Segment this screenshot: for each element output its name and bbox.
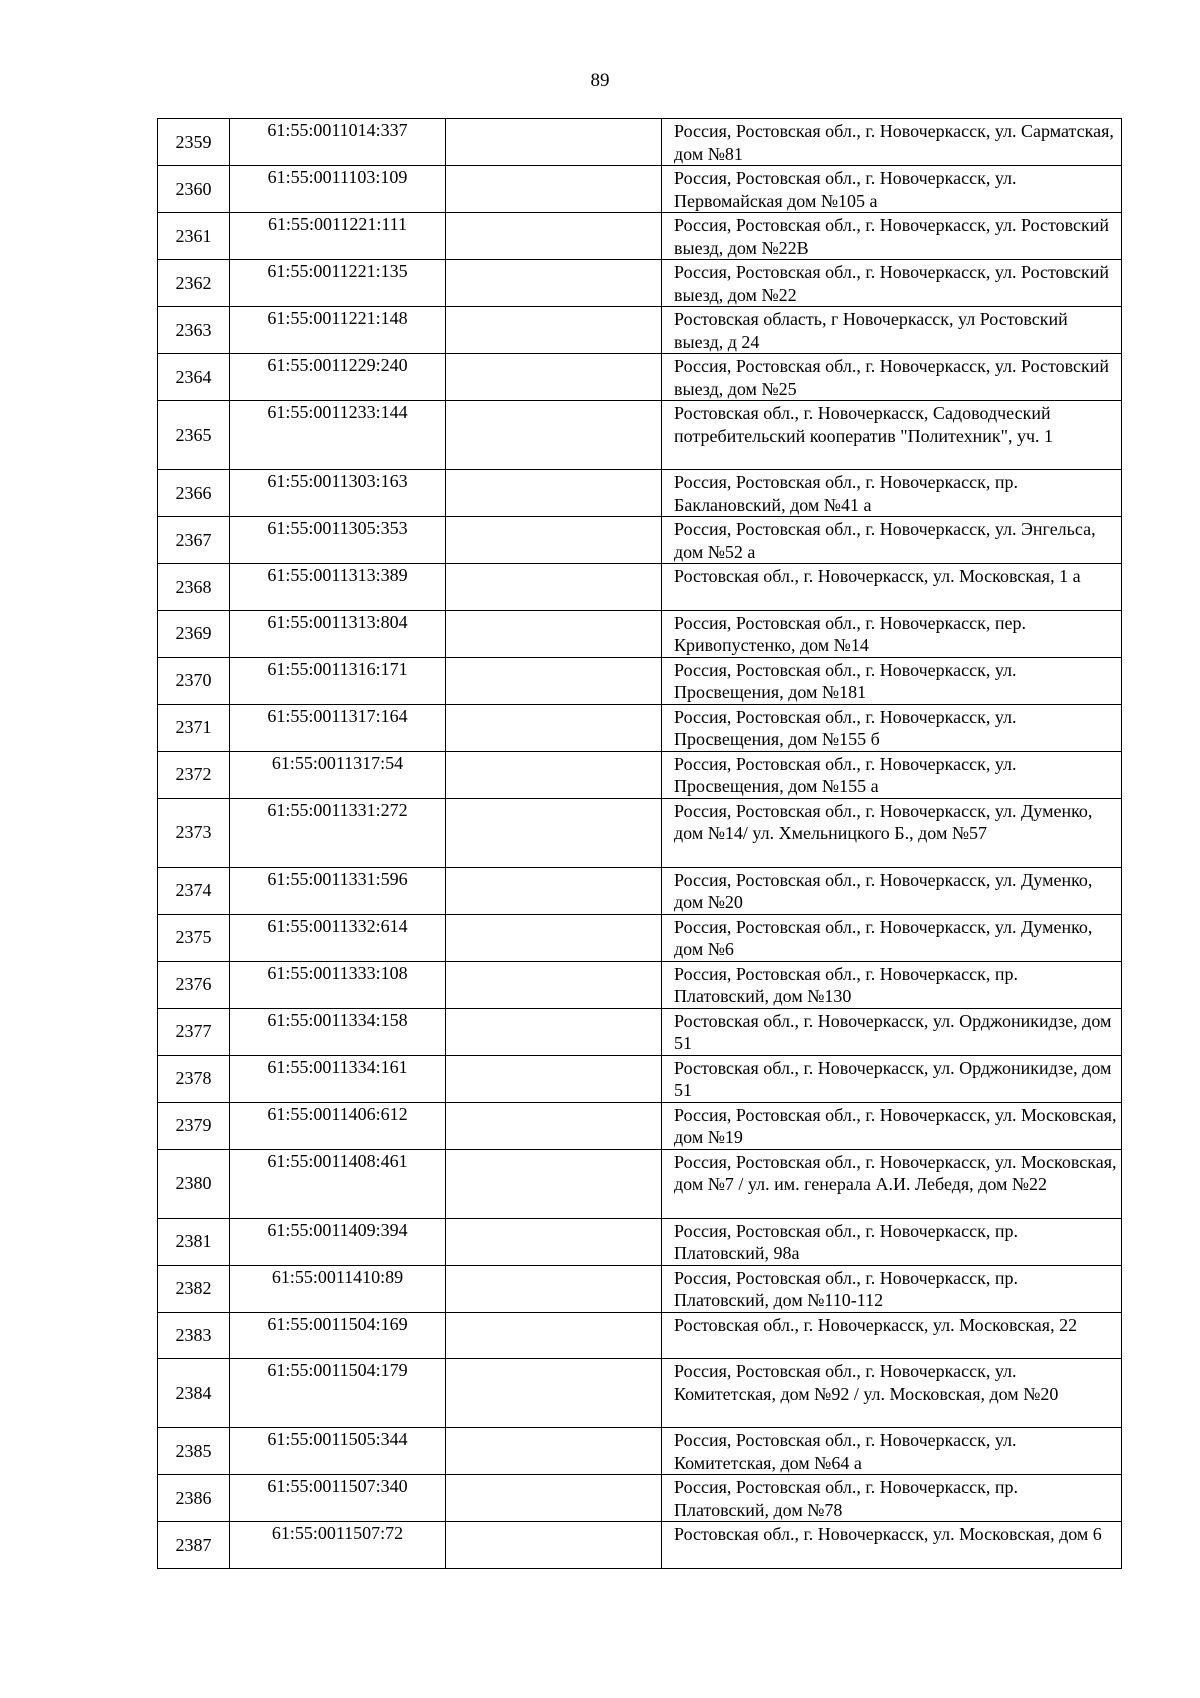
address: Россия, Ростовская обл., г. Новочеркасск, ул. Думенко, дом №6 [662, 914, 1122, 961]
address: Ростовская область, г Новочеркасск, ул Ростовский выезд, д 24 [662, 307, 1122, 354]
table-row [158, 166, 1122, 213]
row-number: 2363 [158, 307, 230, 354]
empty-cell [446, 961, 662, 1008]
table-row [158, 1055, 1122, 1102]
table-row [158, 1428, 1122, 1475]
cadastral-number: 61:55:0011507:72 [230, 1522, 446, 1569]
address: Ростовская обл., г. Новочеркасск, ул. Московская, дом 6 [662, 1522, 1122, 1569]
table-row [158, 1149, 1122, 1218]
cadastral-number: 61:55:0011505:344 [230, 1428, 446, 1475]
table-row [158, 704, 1122, 751]
empty-cell [446, 1102, 662, 1149]
row-number: 2380 [158, 1149, 230, 1218]
row-number: 2362 [158, 260, 230, 307]
cadastral-number: 61:55:0011316:171 [230, 657, 446, 704]
table-row [158, 517, 1122, 564]
cadastral-number: 61:55:0011313:804 [230, 610, 446, 657]
empty-cell [446, 470, 662, 517]
cadastral-number: 61:55:0011317:54 [230, 751, 446, 798]
empty-cell [446, 657, 662, 704]
address: Россия, Ростовская обл., г. Новочеркасск, ул. Ростовский выезд, дом №25 [662, 354, 1122, 401]
row-number: 2360 [158, 166, 230, 213]
table-row [158, 1008, 1122, 1055]
address: Россия, Ростовская обл., г. Новочеркасск, пр. Баклановский, дом №41 а [662, 470, 1122, 517]
row-number: 2386 [158, 1475, 230, 1522]
empty-cell [446, 1359, 662, 1428]
address: Россия, Ростовская обл., г. Новочеркасск, ул. Первомайская дом №105 а [662, 166, 1122, 213]
table-row [158, 1102, 1122, 1149]
cadastral-number: 61:55:0011233:144 [230, 401, 446, 470]
empty-cell [446, 564, 662, 611]
address: Россия, Ростовская обл., г. Новочеркасск, ул. Ростовский выезд, дом №22 [662, 260, 1122, 307]
row-number: 2366 [158, 470, 230, 517]
empty-cell [446, 914, 662, 961]
cadastral-number: 61:55:0011409:394 [230, 1218, 446, 1265]
row-number: 2367 [158, 517, 230, 564]
row-number: 2384 [158, 1359, 230, 1428]
table-body [158, 119, 1122, 1569]
empty-cell [446, 1008, 662, 1055]
row-number: 2369 [158, 610, 230, 657]
address: Ростовская обл., г. Новочеркасск, ул. Московская, 22 [662, 1312, 1122, 1359]
cadastral-number: 61:55:0011334:161 [230, 1055, 446, 1102]
empty-cell [446, 1522, 662, 1569]
cadastral-number: 61:55:0011504:169 [230, 1312, 446, 1359]
empty-cell [446, 213, 662, 260]
address: Ростовская обл., г. Новочеркасск, ул. Орджоникидзе, дом 51 [662, 1008, 1122, 1055]
empty-cell [446, 1055, 662, 1102]
page-number: 89 [590, 70, 610, 91]
cadastral-number: 61:55:0011334:158 [230, 1008, 446, 1055]
cadastral-number: 61:55:0011331:272 [230, 798, 446, 867]
cadastral-number: 61:55:0011103:109 [230, 166, 446, 213]
row-number: 2379 [158, 1102, 230, 1149]
address: Россия, Ростовская обл., г. Новочеркасск, ул. Московская, дом №7 / ул. им. генерала А.И. Лебедя, дом №22 [662, 1149, 1122, 1218]
empty-cell [446, 1428, 662, 1475]
table-row [158, 961, 1122, 1008]
cadastral-number: 61:55:0011504:179 [230, 1359, 446, 1428]
cadastral-number: 61:55:0011331:596 [230, 867, 446, 914]
row-number: 2359 [158, 119, 230, 166]
cadastral-number: 61:55:0011317:164 [230, 704, 446, 751]
row-number: 2375 [158, 914, 230, 961]
cadastral-number: 61:55:0011408:461 [230, 1149, 446, 1218]
row-number: 2361 [158, 213, 230, 260]
row-number: 2371 [158, 704, 230, 751]
table-row [158, 564, 1122, 611]
cadastral-number: 61:55:0011333:108 [230, 961, 446, 1008]
table-row [158, 1218, 1122, 1265]
table-row [158, 1312, 1122, 1359]
table-row [158, 751, 1122, 798]
table-row [158, 213, 1122, 260]
row-number: 2373 [158, 798, 230, 867]
address: Россия, Ростовская обл., г. Новочеркасск, ул. Просвещения, дом №155 б [662, 704, 1122, 751]
cadastral-number: 61:55:0011410:89 [230, 1265, 446, 1312]
empty-cell [446, 1265, 662, 1312]
empty-cell [446, 354, 662, 401]
cadastral-number: 61:55:0011406:612 [230, 1102, 446, 1149]
address: Россия, Ростовская обл., г. Новочеркасск, пр. Платовский, дом №110-112 [662, 1265, 1122, 1312]
row-number: 2370 [158, 657, 230, 704]
address: Россия, Ростовская обл., г. Новочеркасск, ул. Ростовский выезд, дом №22В [662, 213, 1122, 260]
empty-cell [446, 751, 662, 798]
empty-cell [446, 867, 662, 914]
table-row [158, 119, 1122, 166]
row-number: 2382 [158, 1265, 230, 1312]
row-number: 2372 [158, 751, 230, 798]
cadastral-number: 61:55:0011303:163 [230, 470, 446, 517]
empty-cell [446, 610, 662, 657]
empty-cell [446, 401, 662, 470]
address: Россия, Ростовская обл., г. Новочеркасск, ул. Комитетская, дом №64 а [662, 1428, 1122, 1475]
address: Россия, Ростовская обл., г. Новочеркасск, ул. Сарматская, дом №81 [662, 119, 1122, 166]
cadastral-number: 61:55:0011229:240 [230, 354, 446, 401]
table-row [158, 610, 1122, 657]
address: Россия, Ростовская обл., г. Новочеркасск, пер. Кривопустенко, дом №14 [662, 610, 1122, 657]
address: Ростовская обл., г. Новочеркасск, Садоводческий потребительский кооператив "Политехник", уч. 1 [662, 401, 1122, 470]
table-row [158, 914, 1122, 961]
row-number: 2385 [158, 1428, 230, 1475]
address: Россия, Ростовская обл., г. Новочеркасск, ул. Комитетская, дом №92 / ул. Московская, дом №20 [662, 1359, 1122, 1428]
table-row [158, 307, 1122, 354]
empty-cell [446, 517, 662, 564]
address: Ростовская обл., г. Новочеркасск, ул. Орджоникидзе, дом 51 [662, 1055, 1122, 1102]
cadastral-number: 61:55:0011221:111 [230, 213, 446, 260]
address: Россия, Ростовская обл., г. Новочеркасск, ул. Просвещения, дом №181 [662, 657, 1122, 704]
table-row [158, 1359, 1122, 1428]
cadastral-number: 61:55:0011014:337 [230, 119, 446, 166]
address: Россия, Ростовская обл., г. Новочеркасск, пр. Платовский, дом №78 [662, 1475, 1122, 1522]
empty-cell [446, 704, 662, 751]
address: Россия, Ростовская обл., г. Новочеркасск, пр. Платовский, дом №130 [662, 961, 1122, 1008]
row-number: 2378 [158, 1055, 230, 1102]
row-number: 2368 [158, 564, 230, 611]
table-row [158, 401, 1122, 470]
table-row [158, 867, 1122, 914]
cadastral-number: 61:55:0011305:353 [230, 517, 446, 564]
land-registry-table [157, 118, 1122, 1569]
empty-cell [446, 166, 662, 213]
row-number: 2381 [158, 1218, 230, 1265]
table-row [158, 1522, 1122, 1569]
table-row [158, 657, 1122, 704]
empty-cell [446, 307, 662, 354]
address: Ростовская обл., г. Новочеркасск, ул. Московская, 1 а [662, 564, 1122, 611]
row-number: 2364 [158, 354, 230, 401]
empty-cell [446, 1312, 662, 1359]
row-number: 2376 [158, 961, 230, 1008]
address: Россия, Ростовская обл., г. Новочеркасск, ул. Думенко, дом №20 [662, 867, 1122, 914]
cadastral-number: 61:55:0011221:135 [230, 260, 446, 307]
row-number: 2383 [158, 1312, 230, 1359]
empty-cell [446, 1475, 662, 1522]
table-row [158, 260, 1122, 307]
row-number: 2374 [158, 867, 230, 914]
empty-cell [446, 260, 662, 307]
row-number: 2387 [158, 1522, 230, 1569]
row-number: 2365 [158, 401, 230, 470]
cadastral-number: 61:55:0011221:148 [230, 307, 446, 354]
row-number: 2377 [158, 1008, 230, 1055]
empty-cell [446, 1218, 662, 1265]
table-row [158, 1475, 1122, 1522]
address: Россия, Ростовская обл., г. Новочеркасск, пр. Платовский, 98а [662, 1218, 1122, 1265]
address: Россия, Ростовская обл., г. Новочеркасск, ул. Энгельса, дом №52 а [662, 517, 1122, 564]
address: Россия, Ростовская обл., г. Новочеркасск, ул. Московская, дом №19 [662, 1102, 1122, 1149]
empty-cell [446, 119, 662, 166]
table-row [158, 798, 1122, 867]
cadastral-number: 61:55:0011507:340 [230, 1475, 446, 1522]
empty-cell [446, 798, 662, 867]
cadastral-number: 61:55:0011313:389 [230, 564, 446, 611]
empty-cell [446, 1149, 662, 1218]
address: Россия, Ростовская обл., г. Новочеркасск, ул. Думенко, дом №14/ ул. Хмельницкого Б., дом №57 [662, 798, 1122, 867]
address: Россия, Ростовская обл., г. Новочеркасск, ул. Просвещения, дом №155 а [662, 751, 1122, 798]
table-row [158, 1265, 1122, 1312]
table-row [158, 470, 1122, 517]
cadastral-number: 61:55:0011332:614 [230, 914, 446, 961]
table-row [158, 354, 1122, 401]
